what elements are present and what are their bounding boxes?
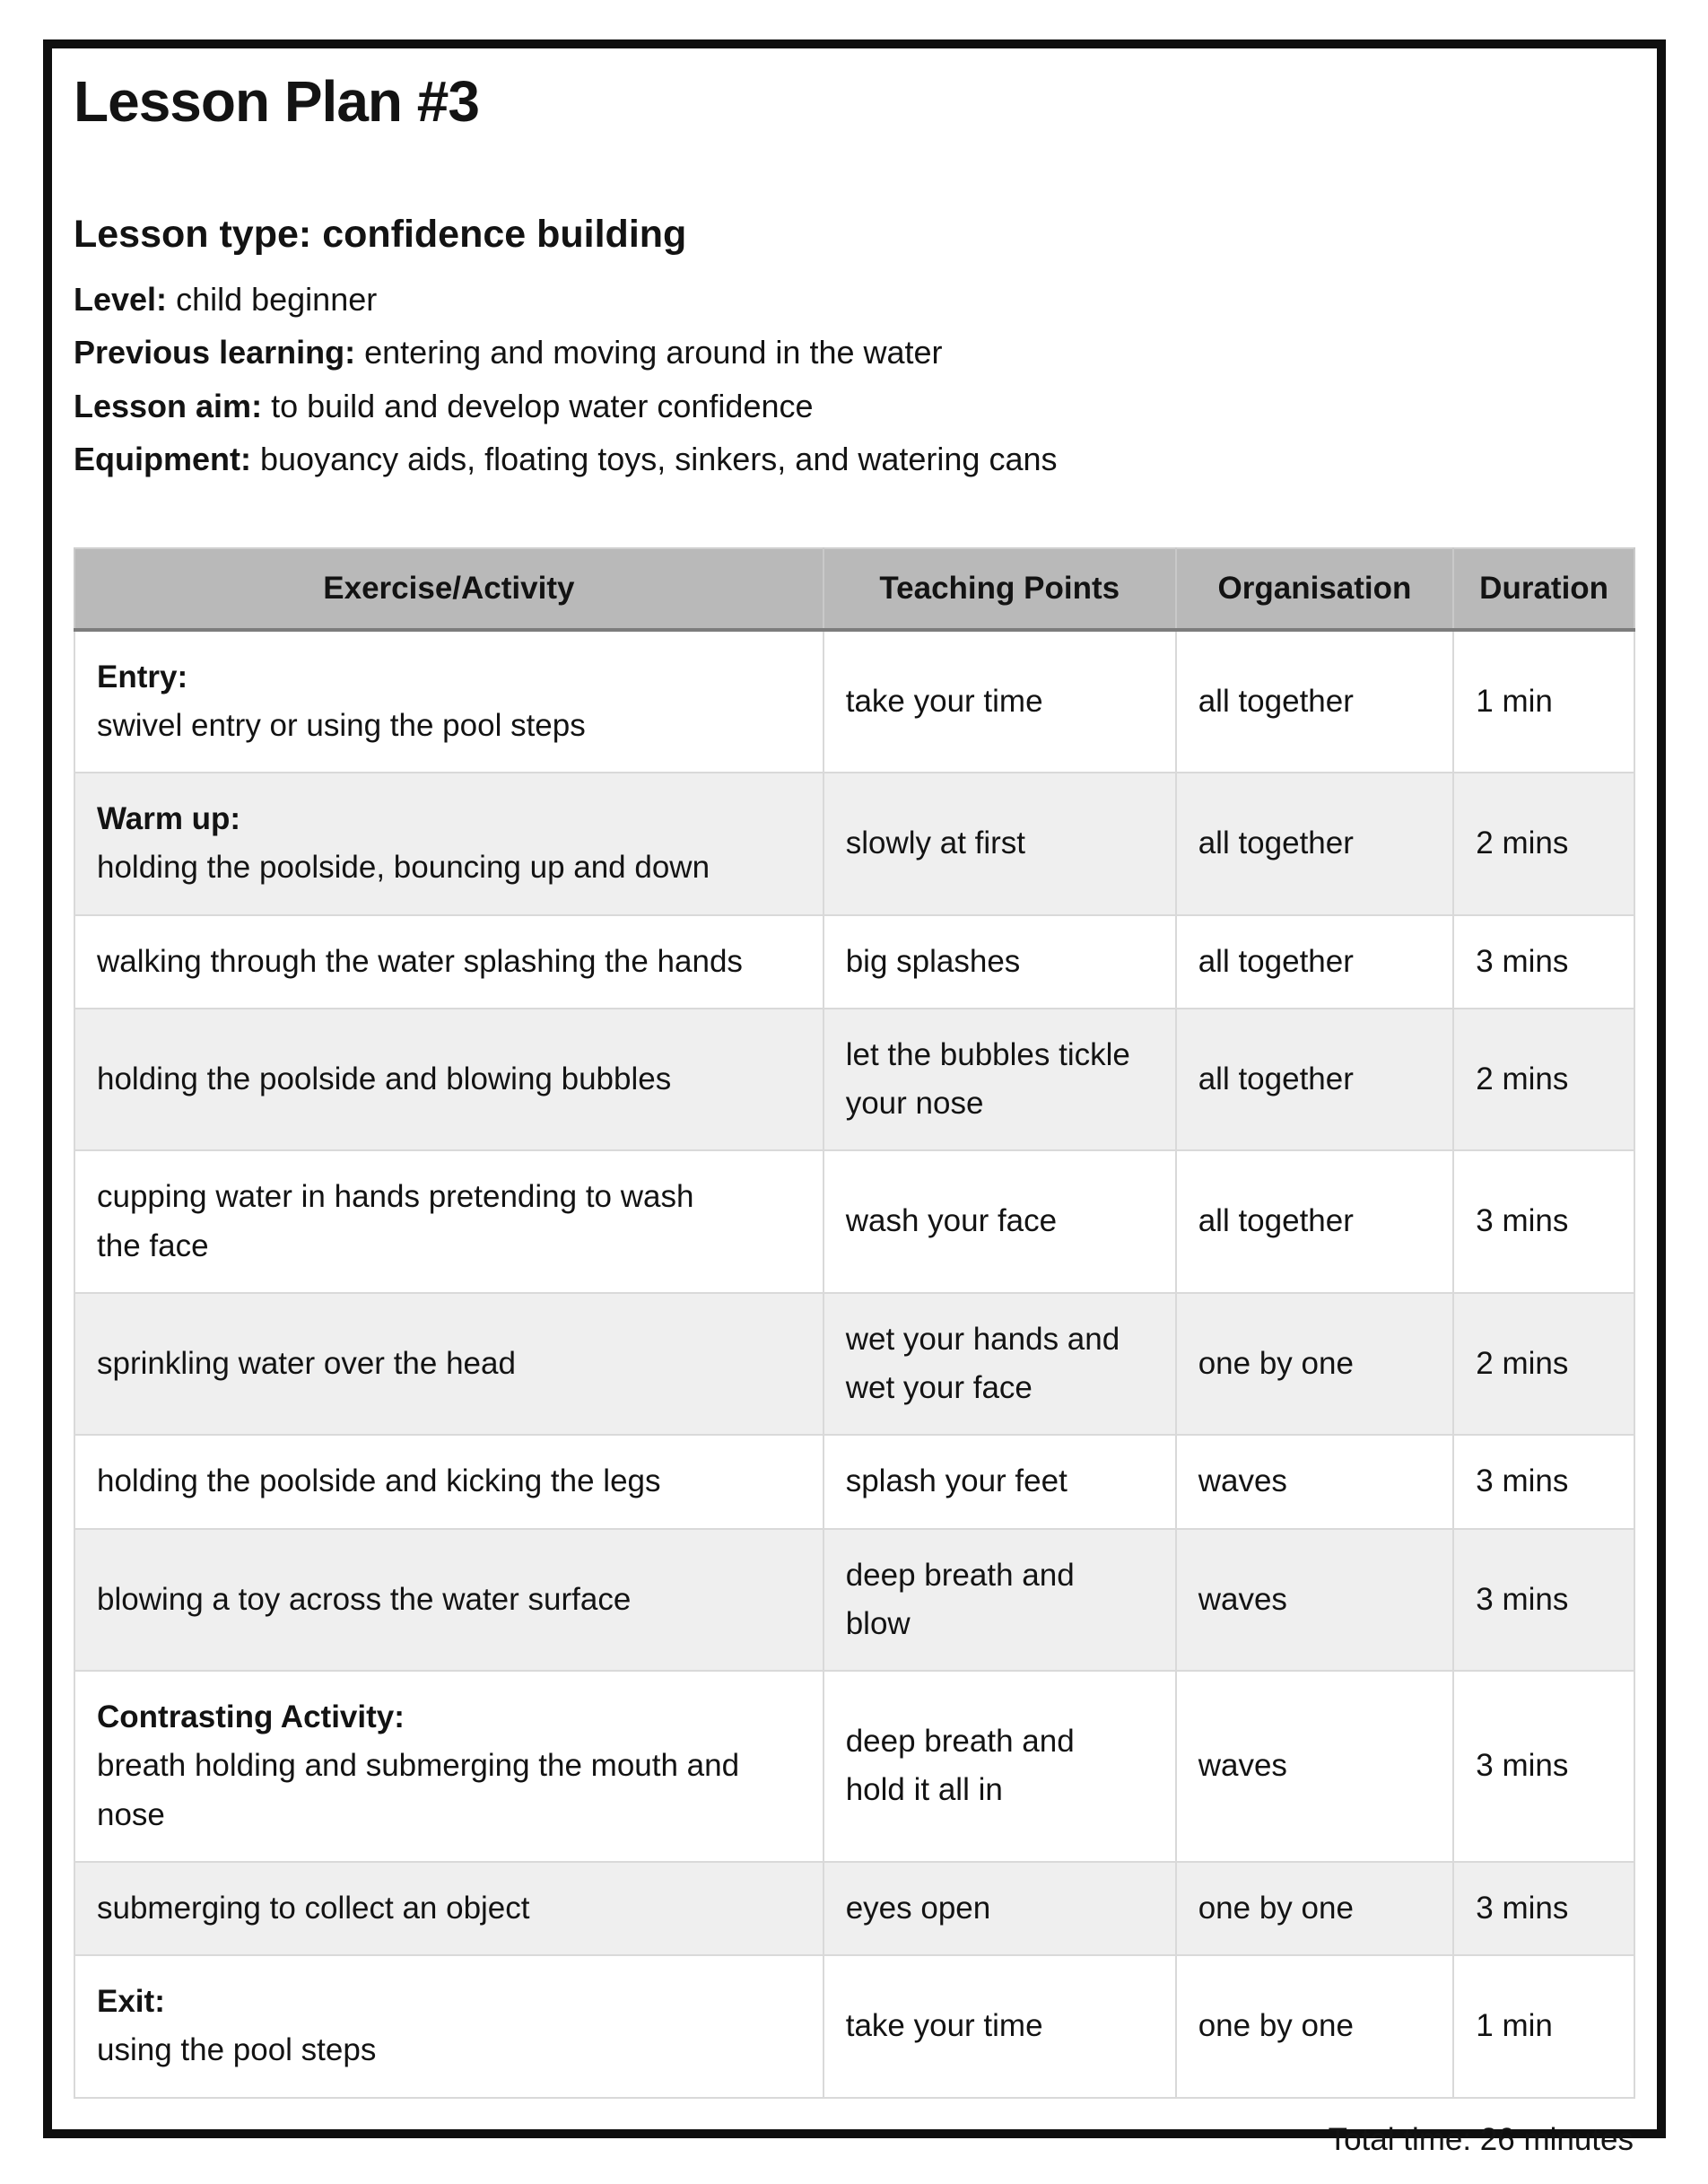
cell-organisation: waves — [1176, 1435, 1454, 1528]
cell-organisation: waves — [1176, 1529, 1454, 1672]
table-row — [74, 1293, 1634, 1436]
table-row — [74, 1955, 1634, 2098]
cell-exercise-activity — [74, 630, 824, 773]
meta-value: buoyancy aids, floating toys, sinkers, and watering cans — [260, 441, 1058, 478]
total-time-text: Total time: 26 minutes — [1328, 2121, 1634, 2157]
row-section-label: Warm up: — [97, 801, 241, 837]
row-activity-text: swivel entry or using the pool steps — [97, 707, 586, 743]
table-row — [74, 630, 1634, 773]
table-row — [74, 1150, 1634, 1293]
cell-teaching-points — [824, 1435, 1176, 1528]
cell-exercise-activity — [74, 773, 824, 915]
meta-line-previous-learning — [74, 326, 1635, 379]
cell-duration: 2 mins — [1453, 1009, 1634, 1151]
cell-teaching-points — [824, 1529, 1176, 1672]
cell-duration: 3 mins — [1453, 915, 1634, 1009]
page-title: Lesson Plan #3 — [74, 69, 479, 134]
row-teaching-text: slowly at first — [845, 826, 1026, 861]
row-activity-text: holding the poolside, bouncing up and down — [97, 850, 710, 886]
cell-teaching-points — [824, 1955, 1176, 2098]
column-header-organisation: Organisation — [1176, 548, 1454, 630]
meta-line-lesson-aim — [74, 380, 1635, 432]
row-activity-text: submerging to collect an object — [97, 1890, 530, 1926]
cell-duration: 2 mins — [1453, 773, 1634, 915]
cell-duration: 3 mins — [1453, 1671, 1634, 1862]
table-row — [74, 1009, 1634, 1151]
lesson-type-value: confidence building — [322, 213, 687, 257]
cell-exercise-activity — [74, 1009, 824, 1151]
row-activity-text: sprinkling water over the head — [97, 1345, 516, 1381]
row-activity-text: walking through the water splashing the hands — [97, 943, 743, 979]
cell-duration: 2 mins — [1453, 1293, 1634, 1436]
cell-duration: 3 mins — [1453, 1529, 1634, 1672]
meta-line-equipment — [74, 432, 1635, 485]
row-activity-text: using the pool steps — [97, 2032, 377, 2068]
cell-organisation: one by one — [1176, 1955, 1454, 2098]
meta-value: child beginner — [176, 280, 378, 318]
meta-label: Level: — [74, 280, 168, 318]
column-header-duration: Duration — [1453, 548, 1634, 630]
document-page — [43, 39, 1666, 2157]
cell-teaching-points — [824, 915, 1176, 1009]
cell-teaching-points — [824, 1671, 1176, 1862]
column-header-teaching-points: Teaching Points — [824, 548, 1176, 630]
row-activity-text: holding the poolside and kicking the legs — [97, 1463, 661, 1499]
row-teaching-text: splash your feet — [845, 1463, 1068, 1499]
row-section-label: Contrasting Activity: — [97, 1699, 405, 1735]
row-section-label: Exit: — [97, 1984, 165, 2020]
row-teaching-text: big splashes — [845, 943, 1021, 979]
meta-label: Previous learning: — [74, 334, 356, 371]
row-teaching-text: let the bubbles tickle your nose — [845, 1036, 1130, 1122]
lesson-plan-table — [74, 547, 1635, 2099]
cell-duration: 1 min — [1453, 1955, 1634, 2098]
cell-exercise-activity — [74, 1529, 824, 1672]
cell-teaching-points — [824, 1862, 1176, 1955]
cell-teaching-points — [824, 773, 1176, 915]
table-row — [74, 1671, 1634, 1862]
cell-teaching-points — [824, 1150, 1176, 1293]
lesson-plan-table-wrap — [74, 547, 1635, 2158]
cell-duration: 3 mins — [1453, 1435, 1634, 1528]
table-row — [74, 915, 1634, 1009]
meta-line-level — [74, 273, 1635, 326]
cell-duration: 1 min — [1453, 630, 1634, 773]
cell-duration: 3 mins — [1453, 1150, 1634, 1293]
meta-value: entering and moving around in the water — [364, 334, 943, 371]
row-section-label: Entry: — [97, 659, 188, 695]
cell-organisation: one by one — [1176, 1862, 1454, 1955]
row-teaching-text: deep breath and hold it all in — [845, 1724, 1075, 1808]
cell-exercise-activity — [74, 1862, 824, 1955]
cell-exercise-activity — [74, 1293, 824, 1436]
cell-duration: 3 mins — [1453, 1862, 1634, 1955]
row-teaching-text: take your time — [845, 2008, 1043, 2044]
row-activity-text: breath holding and submerging the mouth and nose — [97, 1748, 740, 1832]
cell-organisation: one by one — [1176, 1293, 1454, 1436]
meta-label: Equipment: — [74, 441, 251, 478]
cell-exercise-activity — [74, 1955, 824, 2098]
meta-value: to build and develop water confidence — [271, 387, 814, 424]
column-header-exercise-activity: Exercise/Activity — [74, 548, 824, 630]
table-row — [74, 1435, 1634, 1528]
table-header-row — [74, 548, 1634, 630]
row-teaching-text: wash your face — [845, 1203, 1058, 1239]
cell-organisation: waves — [1176, 1671, 1454, 1862]
row-activity-text: holding the poolside and blowing bubbles — [97, 1061, 672, 1096]
row-teaching-text: take your time — [845, 683, 1043, 719]
row-teaching-text: deep breath and blow — [845, 1557, 1075, 1641]
cell-teaching-points — [824, 1293, 1176, 1436]
cell-organisation: all together — [1176, 630, 1454, 773]
cell-organisation: all together — [1176, 1150, 1454, 1293]
cell-exercise-activity — [74, 1150, 824, 1293]
cell-exercise-activity — [74, 915, 824, 1009]
row-teaching-text: wet your hands and wet your face — [845, 1321, 1120, 1406]
lesson-type-label: Lesson type: — [74, 213, 312, 257]
lesson-type-heading — [74, 212, 1635, 258]
cell-exercise-activity — [74, 1435, 824, 1528]
cell-teaching-points — [824, 630, 1176, 773]
row-activity-text: cupping water in hands pretending to wash the face — [97, 1179, 694, 1263]
table-row — [74, 1862, 1634, 1955]
row-teaching-text: eyes open — [845, 1890, 991, 1926]
cell-teaching-points — [824, 1009, 1176, 1151]
meta-label: Lesson aim: — [74, 387, 263, 424]
row-activity-text: blowing a toy across the water surface — [97, 1581, 632, 1617]
table-row — [74, 1529, 1634, 1672]
table-row — [74, 773, 1634, 915]
cell-organisation: all together — [1176, 1009, 1454, 1151]
cell-exercise-activity — [74, 1671, 824, 1862]
cell-organisation: all together — [1176, 915, 1454, 1009]
cell-organisation: all together — [1176, 773, 1454, 915]
